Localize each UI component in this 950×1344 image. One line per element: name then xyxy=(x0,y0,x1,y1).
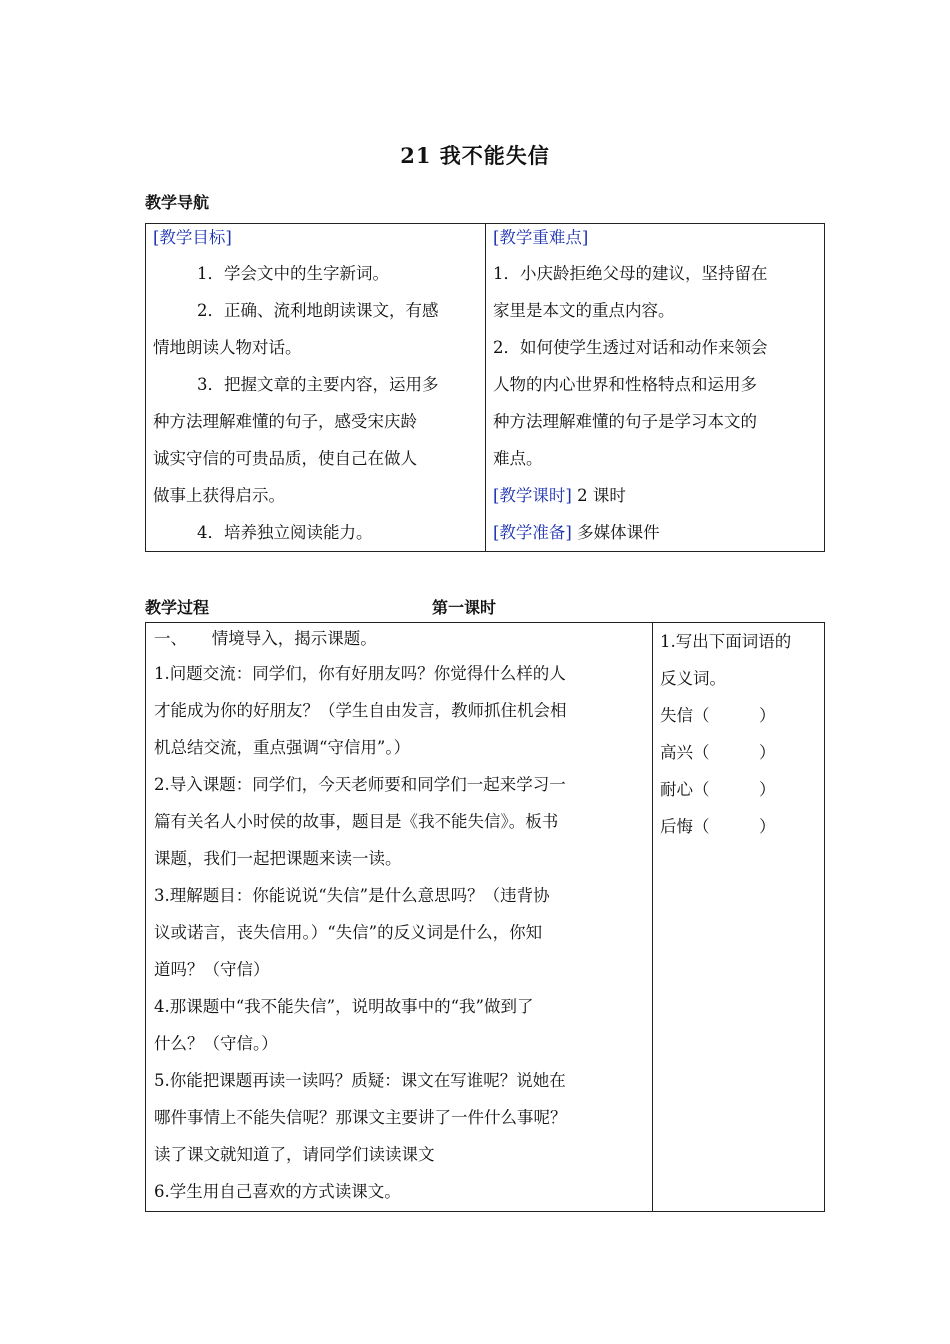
goals-header: [教学目标] xyxy=(153,228,232,247)
process-line: 议或诺言，丧失信用。）“失信”的反义词是什么，你知 xyxy=(154,923,543,942)
exercise-line: 反义词。 xyxy=(660,669,726,688)
process-line: 课题，我们一起把课题来读一读。 xyxy=(154,849,402,868)
exercise-content xyxy=(660,623,820,845)
process-section-label: 教学过程 xyxy=(145,598,210,617)
teaching-process-table xyxy=(145,622,825,1212)
keypoint-line: 种方法理解难懂的句子是学习本文的 xyxy=(493,412,757,431)
process-line: 机总结交流，重点强调“守信用”。） xyxy=(154,738,411,757)
preparation-value: 多媒体课件 xyxy=(571,523,660,542)
goal-line: 4．培养独立阅读能力。 xyxy=(197,523,373,542)
keypoint-line: 人物的内心世界和性格特点和运用多 xyxy=(493,375,757,394)
process-line: 4.那课题中“我不能失信”，说明故事中的“我”做到了 xyxy=(154,997,534,1016)
class-hours-row xyxy=(493,477,823,514)
process-line: 2.导入课题：同学们，今天老师要和同学们一起来学习一 xyxy=(154,775,566,794)
goal-line: 做事上获得启示。 xyxy=(153,486,285,505)
keypoint-line: 家里是本文的重点内容。 xyxy=(493,301,675,320)
keypoint-line: 1．小庆龄拒绝父母的建议，坚持留在 xyxy=(493,264,768,283)
process-line: 什么？（守信。） xyxy=(154,1034,278,1053)
process-line: 哪件事情上不能失信呢？那课文主要讲了一件什么事呢？ xyxy=(154,1108,567,1127)
goals-cell xyxy=(153,224,483,551)
keypoints-list xyxy=(493,255,823,477)
process-line: 一、 情境导入，揭示课题。 xyxy=(154,629,377,648)
preparation-tag: [教学准备] xyxy=(493,523,572,542)
process-line: 道吗？（守信） xyxy=(154,960,270,979)
goal-line: 2．正确、流利地朗读课文，有感 xyxy=(197,301,439,320)
goal-line: 3．把握文章的主要内容，运用多 xyxy=(197,375,439,394)
class-hours-tag: [教学课时] xyxy=(493,486,572,505)
lesson-label: 第一课时 xyxy=(432,598,497,617)
nav-table-divider xyxy=(485,224,486,551)
process-line: 6.学生用自己喜欢的方式读课文。 xyxy=(154,1182,401,1201)
process-line: 5.你能把课题再读一读吗？质疑：课文在写谁呢？说她在 xyxy=(154,1071,566,1090)
goals-list xyxy=(153,255,483,551)
process-line: 3.理解题目：你能说说“失信”是什么意思吗？（违背协 xyxy=(154,886,550,905)
process-line: 读了课文就知道了，请同学们读读课文 xyxy=(154,1145,435,1164)
exercise-line: 后悔（ ） xyxy=(660,817,776,836)
class-hours-value: 2 课时 xyxy=(571,486,626,505)
keypoint-line: 2．如何使学生透过对话和动作来领会 xyxy=(493,338,768,357)
process-table-divider xyxy=(652,623,653,1211)
goal-line: 情地朗读人物对话。 xyxy=(153,338,302,357)
exercise-line: 耐心（ ） xyxy=(660,780,776,799)
preparation-row xyxy=(493,514,823,551)
nav-section-label: 教学导航 xyxy=(145,193,210,212)
keypoint-line: 难点。 xyxy=(493,449,543,468)
goal-line: 1．学会文中的生字新词。 xyxy=(197,264,389,283)
process-line: 才能成为你的好朋友？（学生自由发言，教师抓住机会相 xyxy=(154,701,567,720)
exercise-line: 1.写出下面词语的 xyxy=(660,632,792,651)
exercise-line: 高兴（ ） xyxy=(660,743,776,762)
process-line: 1.问题交流：同学们，你有好朋友吗？你觉得什么样的人 xyxy=(154,664,566,683)
keypoints-cell xyxy=(493,224,823,551)
goal-line: 诚实守信的可贵品质，使自己在做人 xyxy=(153,449,417,468)
exercise-line: 失信（ ） xyxy=(660,706,776,725)
goal-line: 种方法理解难懂的句子，感受宋庆龄 xyxy=(153,412,417,431)
process-content xyxy=(154,623,649,1210)
page-title: 21 我不能失信 xyxy=(400,143,550,168)
teaching-nav-table xyxy=(145,223,825,552)
keypoints-header: [教学重难点] xyxy=(493,228,589,247)
process-line: 篇有关名人小时侯的故事，题目是《我不能失信》。板书 xyxy=(154,812,559,831)
